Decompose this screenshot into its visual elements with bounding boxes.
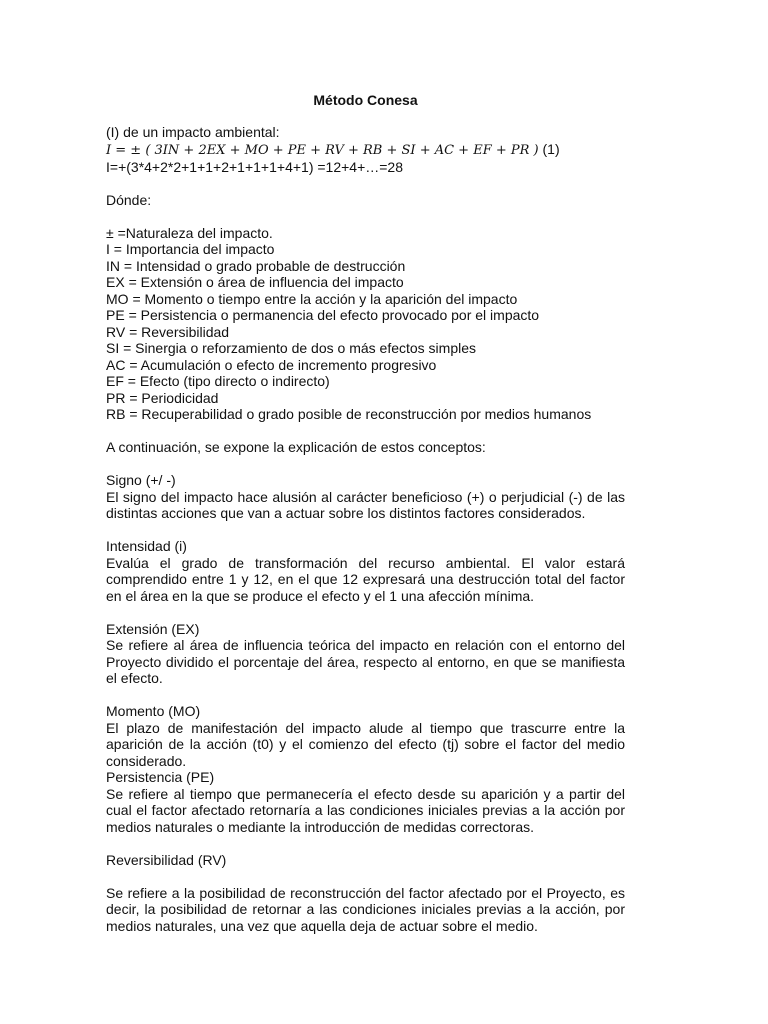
definition-item: EX = Extensión o área de influencia del impacto <box>106 274 404 290</box>
spacer <box>106 175 625 192</box>
spacer <box>106 868 625 885</box>
section-text-intensidad: Evalúa el grado de transformación del recurso ambiental. El valor estará comprendido entre 1 y 12, en el que 12 expresará una destrucción total del factor en el área en la que se produce el efecto y el 1 una afección mínima. <box>106 554 625 604</box>
formula-expression: I = ± ( 3IN + 2EX + MO + PE + RV + RB + SI + AC + EF + PR ) <box>106 142 539 158</box>
section-text-persistencia: Se refiere al tiempo que permanecería el efecto desde su aparición y a partir del cual el factor afectado retornaría a las condiciones iniciales previas a la acción por medios naturales o mediante la introducción de medidas correctoras. <box>106 785 625 835</box>
definition-item: RV = Reversibilidad <box>106 323 230 340</box>
section-heading-extension: Extensión (EX) <box>106 620 200 637</box>
section-text-signo: El signo del impacto hace alusión al carácter beneficioso (+) o perjudicial (-) de las distintas acciones que van a actuar sobre los distintos factores considerados. <box>106 488 625 521</box>
spacer <box>106 835 625 852</box>
spacer <box>106 456 625 473</box>
spacer <box>106 522 625 539</box>
definition-item: PE = Persistencia o permanencia del efecto provocado por el impacto <box>106 307 540 323</box>
section-heading-momento: Momento (MO) <box>106 703 201 719</box>
importance-formula <box>106 141 625 159</box>
section-heading-signo: Signo (+/ -) <box>106 472 176 488</box>
donde-label: Dónde: <box>106 191 152 208</box>
spacer <box>106 208 625 225</box>
formula-example: I=+(3*4+2*2+1+1+2+1+1+1+4+1) =12+4+…=28 <box>106 158 404 175</box>
definitions-list <box>106 225 625 423</box>
definition-item: ± =Naturaleza del impacto. <box>106 224 273 241</box>
definition-item: PR = Periodicidad <box>106 389 219 406</box>
definition-item: IN = Intensidad o grado probable de destrucción <box>106 257 406 274</box>
continuation-text: A continuación, se expone la explicación de estos conceptos: <box>106 439 486 455</box>
definition-item: SI = Sinergia o reforzamiento de dos o más efectos simples <box>106 340 477 356</box>
section-text-momento: El plazo de manifestación del impacto alude al tiempo que trascurre entre la aparición de la acción (t0) y el comienzo del efecto (tj) sobre el factor del medio considerado. <box>106 719 625 769</box>
section-heading-intensidad: Intensidad (i) <box>106 538 187 554</box>
document-page <box>106 90 625 934</box>
definition-item: MO = Momento o tiempo entre la acción y la aparición del impacto <box>106 290 518 307</box>
section-heading-reversibilidad: Reversibilidad (RV) <box>106 851 227 868</box>
definition-item: AC = Acumulación o efecto de incremento progresivo <box>106 356 437 373</box>
definition-item: EF = Efecto (tipo directo o indirecto) <box>106 373 330 389</box>
definition-item: RB = Recuperabilidad o grado posible de reconstrucción por medios humanos <box>106 406 592 422</box>
definition-item: I = Importancia del impacto <box>106 241 275 257</box>
section-text-reversibilidad: Se refiere a la posibilidad de reconstrucción del factor afectado por el Proyecto, es decir, la posibilidad de retornar a las condiciones iniciales previas a la acción, por medios naturales, una vez que aquella deja de actuar sobre el medio. <box>106 884 625 934</box>
spacer <box>106 687 625 704</box>
intro-text: (I) de un impacto ambiental: <box>106 124 280 140</box>
section-heading-persistencia: Persistencia (PE) <box>106 769 215 785</box>
page-title: Método Conesa <box>313 92 418 108</box>
spacer <box>106 423 625 440</box>
section-text-extension: Se refiere al área de influencia teórica del impacto en relación con el entorno del Proyecto dividido el porcentaje del área, respecto al entorno, en que se manifiesta el efecto. <box>106 637 625 686</box>
spacer <box>106 604 625 621</box>
formula-reference: (1) <box>538 140 560 157</box>
